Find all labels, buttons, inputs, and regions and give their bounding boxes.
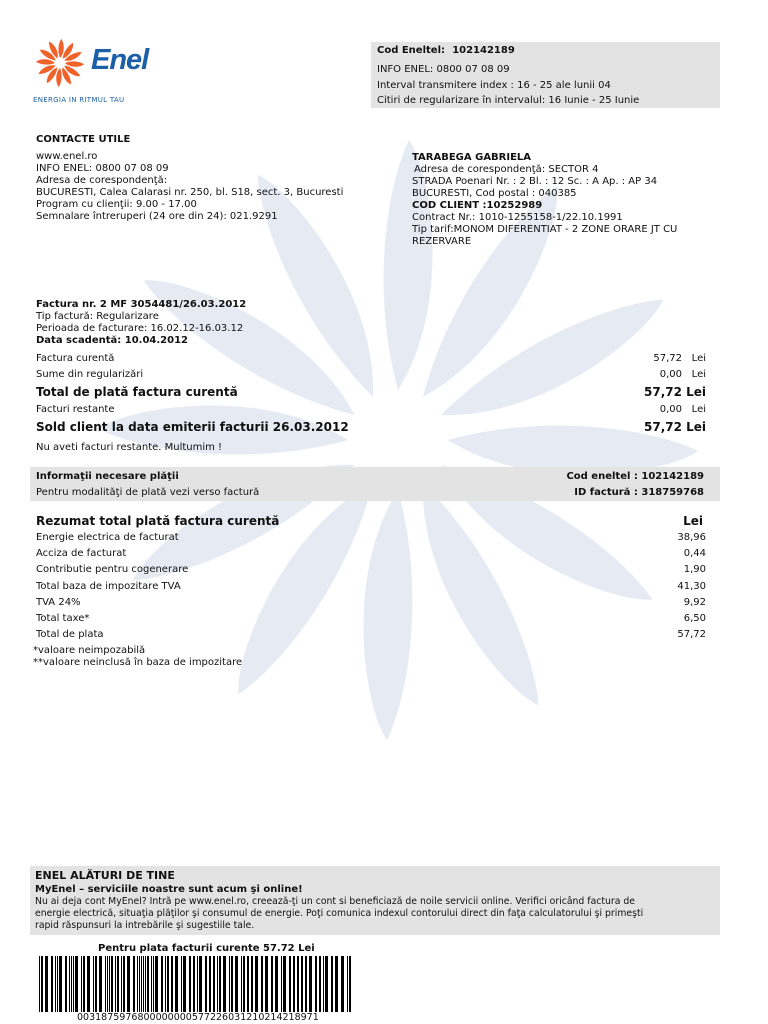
summary-row: [36, 564, 706, 575]
currency-label: Lei: [691, 404, 706, 415]
arrears-label: Facturi restante: [36, 404, 115, 415]
info-enel-line: INFO ENEL: 0800 07 08 09: [377, 64, 510, 75]
invoice-type: Tip factură: Regularizare: [36, 311, 159, 322]
promo-text-2: energie electrică, situaţia plăţilor şi consumul de energie. Poţi comunica indexul contorului direct din faţa calculatorului şi primeşti: [35, 908, 644, 919]
total-current-row: [36, 385, 706, 399]
invoice-row-label: Sume din regularizări: [36, 369, 144, 380]
summary-row-label: Total de plata: [36, 629, 104, 641]
invoice-row: [36, 353, 706, 364]
summary-row-value: 1,90: [683, 564, 706, 576]
summary-row-value: 57,72: [677, 629, 706, 641]
summary-row-value: 0,44: [683, 548, 706, 560]
eneltel-code-label: Cod Eneltel:: [377, 45, 445, 56]
footnote-non-taxable: *valoare neimpozabilă: [33, 645, 146, 656]
client-tariff: Tip tarif:MONOM DIFERENTIAT - 2 ZONE ORARE JT CU: [412, 224, 678, 235]
currency-label: Lei: [686, 385, 706, 399]
currency-label: Lei: [691, 353, 706, 364]
enel-flower-icon: [30, 38, 90, 88]
payment-info-title: Informaţii necesare plăţii: [36, 471, 179, 482]
invoice-number: Factura nr. 2 MF 3054481/26.03.2012: [36, 299, 247, 310]
client-street: STRADA Poenari Nr. : 2 Bl. : 12 Sc. : A Ap. : AP 34: [412, 176, 658, 187]
summary-row: [36, 581, 706, 592]
invoice-period: Perioada de facturare: 16.02.12-16.03.12: [36, 323, 244, 334]
summary-row-label: Contributie pentru cogenerare: [36, 564, 189, 576]
summary-row-value: 6,50: [683, 613, 706, 624]
total-current-label: Total de plată factura curentă: [36, 385, 238, 399]
payment-eneltel-code: Cod eneltel : 102142189: [566, 471, 704, 482]
summary-row: [36, 597, 706, 608]
reading-interval-line: Citiri de regularizare în intervalul: 16 Iunie - 25 Iunie: [377, 95, 640, 106]
brand-name: Enel: [91, 44, 149, 76]
summary-row-label: Acciza de facturat: [36, 548, 127, 560]
arrears-note: Nu aveti facturi restante. Multumim !: [36, 442, 223, 453]
summary-currency: Lei: [683, 514, 703, 528]
invoice-row: [36, 369, 706, 380]
contact-outage: Semnalare întreruperi (24 ore din 24): 021.9291: [36, 211, 278, 222]
payment-invoice-id: ID factură : 318759768: [574, 487, 704, 498]
summary-row-label: Total taxe*: [36, 613, 90, 624]
summary-row-label: Total baza de impozitare TVA: [36, 580, 181, 592]
payment-info-bar: [30, 467, 720, 501]
promo-title: ENEL ALĂTURI DE TINE: [35, 869, 175, 882]
arrears-value: 0,00: [659, 404, 682, 415]
index-interval-line: Interval transmitere index : 16 - 25 ale lunii 04: [377, 80, 611, 91]
invoice-due-date: Data scadentă: 10.04.2012: [36, 335, 189, 346]
contacts-title: CONTACTE UTILE: [36, 134, 131, 145]
invoice-row-value: 0,00: [659, 369, 682, 380]
currency-label: Lei: [691, 369, 706, 380]
barcode-digits: 0031875976800000000577226031210214218971: [77, 1012, 319, 1023]
invoice-row-label: Factura curentă: [36, 353, 115, 364]
payment-barcode: [39, 956, 355, 1014]
summary-row: [36, 532, 706, 543]
client-city: BUCURESTI, Cod postal : 040385: [412, 188, 577, 199]
contact-website[interactable]: www.enel.ro: [36, 151, 98, 162]
brand-tagline: ENERGIA IN RITMUL TAU: [33, 96, 125, 104]
currency-label: Lei: [686, 420, 706, 434]
summary-row: [36, 629, 706, 640]
eneltel-code-value: 102142189: [452, 45, 515, 56]
arrears-row: [36, 404, 706, 415]
contact-info-phone: INFO ENEL: 0800 07 08 09: [36, 163, 169, 174]
client-block: [412, 152, 677, 248]
client-tariff-cont: REZERVARE: [412, 236, 472, 247]
client-contract: Contract Nr.: 1010-1255158-1/22.10.1991: [412, 212, 623, 223]
invoice-row-value: 57,72: [653, 353, 682, 364]
contact-schedule: Program cu clienţii: 9.00 - 17.00: [36, 199, 197, 210]
promo-text-3: rapid răspunsuri la intrebările şi sugestiile tale.: [35, 920, 255, 931]
client-name: TARABEGA GABRIELA: [412, 152, 532, 163]
balance-value: 57,72: [644, 420, 682, 434]
client-code: COD CLIENT :10252989: [412, 200, 543, 211]
summary-row-value: 41,30: [677, 580, 706, 592]
balance-label: Sold client la data emiterii facturii 26.03.2012: [36, 420, 349, 434]
promo-subtitle: MyEnel – serviciile noastre sunt acum şi online!: [35, 884, 303, 895]
balance-row: [36, 420, 706, 434]
summary-header: [36, 514, 706, 528]
contact-address-label: Adresa de corespondenţă:: [36, 175, 168, 186]
summary-footnotes: [33, 645, 242, 669]
useful-contacts: [36, 134, 343, 223]
enel-logo: [30, 38, 170, 113]
summary-row-value: 9,92: [683, 596, 706, 608]
summary-row-label: Energie electrica de facturat: [36, 532, 179, 543]
promo-box: [30, 866, 720, 935]
client-address-label: Adresa de corespondenţă: SECTOR 4: [414, 164, 599, 175]
summary-row-label: TVA 24%: [36, 596, 81, 608]
summary-title: Rezumat total plată factura curentă: [36, 514, 280, 528]
promo-text-1: Nu ai deja cont MyEnel? Intră pe www.enel.ro, creează-ţi un cont si beneficiază de noile servicii online. Verifici oricând factura de: [35, 896, 636, 907]
footnote-not-in-base: **valoare neinclusă în baza de impozitare: [33, 657, 243, 668]
contact-address: BUCURESTI, Calea Calarasi nr. 250, bl. S18, sect. 3, Bucuresti: [36, 187, 344, 198]
payment-info-subtitle: Pentru modalităţi de plată vezi verso factură: [36, 487, 260, 498]
account-info-box: [371, 42, 720, 108]
barcode-caption: Pentru plata facturii curente 57.72 Lei: [98, 943, 315, 954]
summary-row: [36, 613, 706, 624]
summary-row-value: 38,96: [677, 532, 706, 543]
total-current-value: 57,72: [644, 385, 682, 399]
invoice-header: [36, 299, 246, 347]
summary-row: [36, 548, 706, 559]
